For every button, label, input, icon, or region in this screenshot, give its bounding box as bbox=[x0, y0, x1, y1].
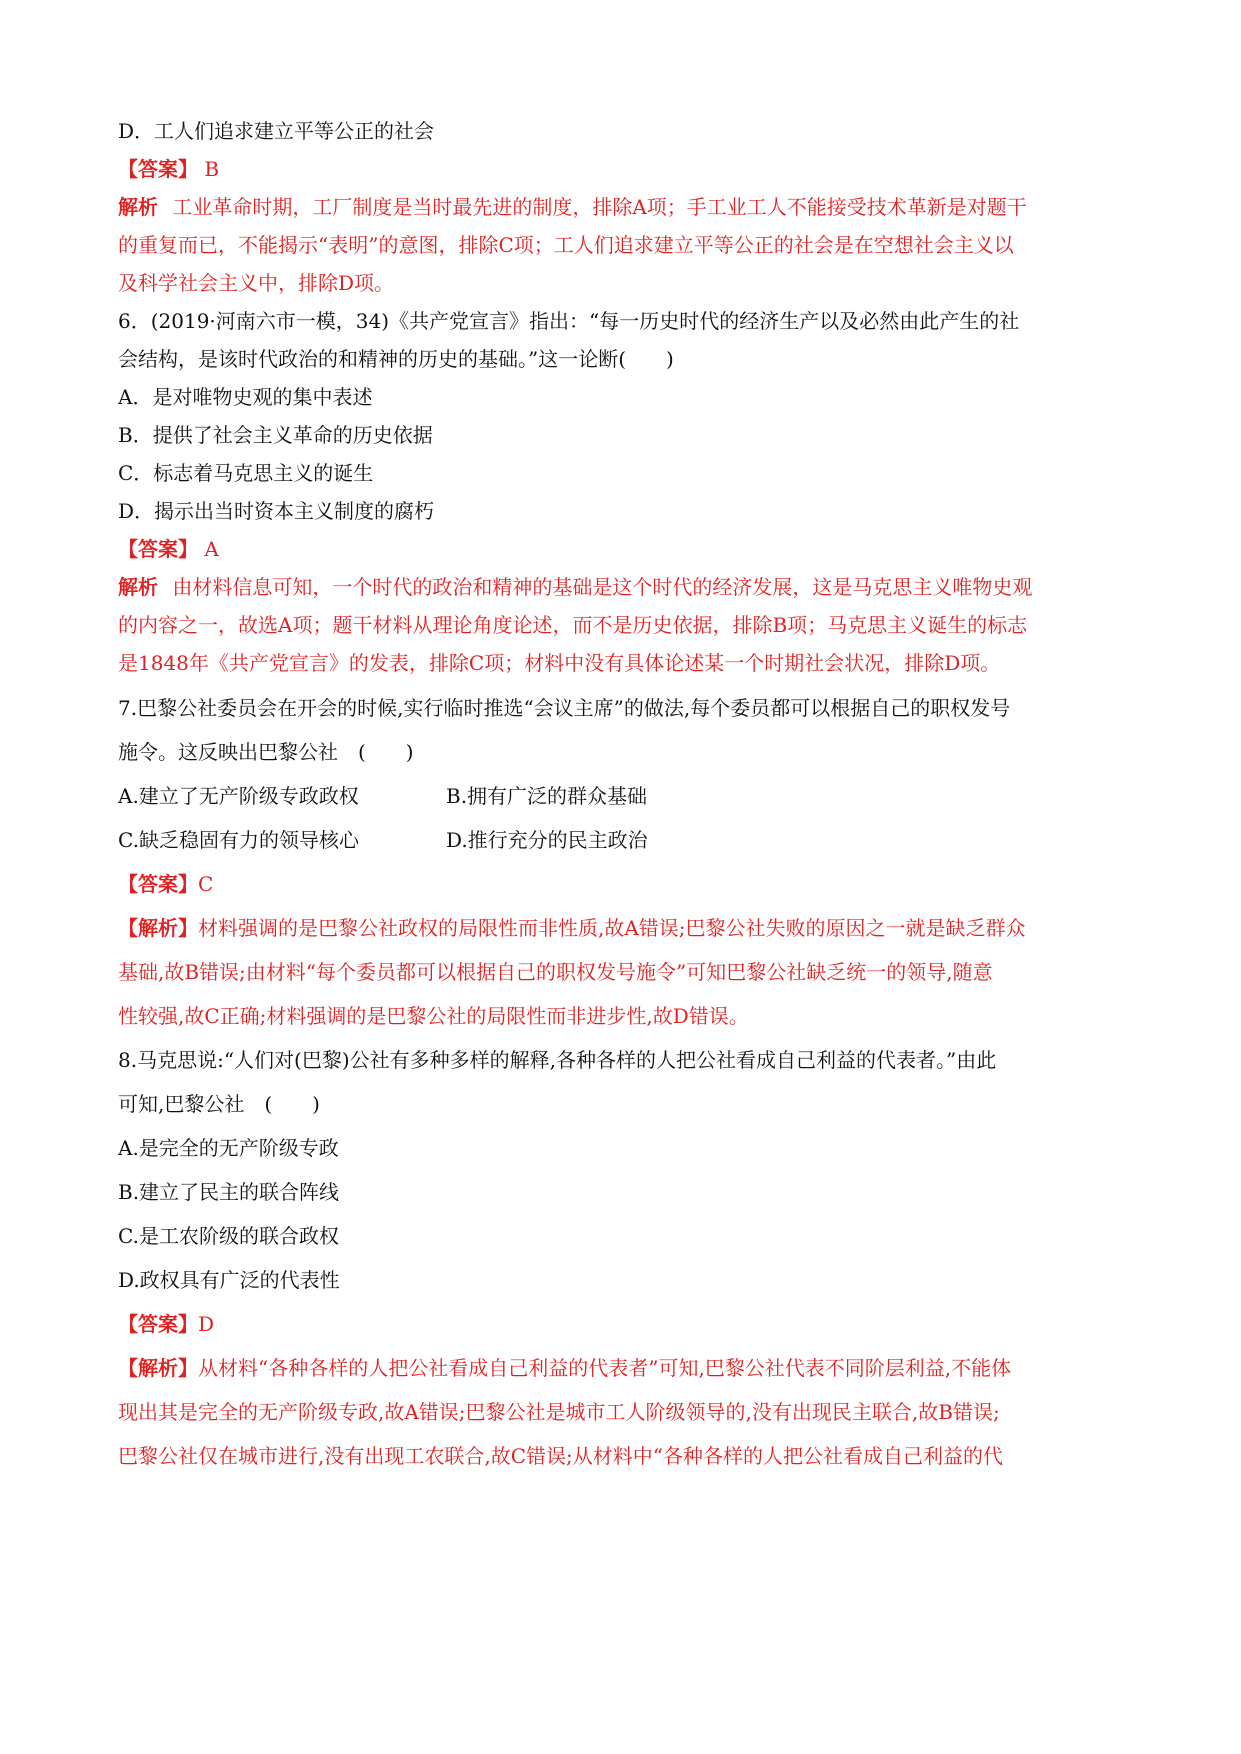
q7-answer bbox=[118, 870, 1123, 898]
q6-option-c: C．标志着马克思主义的诞生 bbox=[118, 461, 374, 485]
answer-value: D bbox=[198, 1312, 215, 1336]
analysis-label: 【解析】 bbox=[118, 1356, 198, 1380]
q7-option-c: C.缺乏稳固有力的领导核心 bbox=[118, 828, 359, 852]
answer-value: A bbox=[204, 537, 219, 561]
q8-option-a: A.是完全的无产阶级专政 bbox=[118, 1136, 339, 1160]
q5-analysis-line-3: 及科学社会主义中，排除D项。 bbox=[118, 271, 395, 295]
q7-stem-line-1: 7.巴黎公社委员会在开会的时候,实行临时推选“会议主席”的做法,每个委员都可以根据自己的职权发号 bbox=[118, 696, 1011, 720]
answer-label: 【答案】 bbox=[118, 157, 198, 181]
q7-stem-line-2: 施令。这反映出巴黎公社 ( ) bbox=[118, 740, 414, 764]
answer-value: C bbox=[198, 872, 214, 896]
q5-option-d: D．工人们追求建立平等公正的社会 bbox=[118, 119, 435, 143]
q7-option-b: B.拥有广泛的群众基础 bbox=[446, 784, 648, 808]
q6-option-d: D．揭示出当时资本主义制度的腐朽 bbox=[118, 499, 435, 523]
q6-analysis-line-2: 的内容之一，故选A项；题干材料从理论角度论述，而不是历史依据，排除B项；马克思主义诞生的标志 bbox=[118, 613, 1028, 637]
q8-analysis-line-1: 【解析】从材料“各种各样的人把公社看成自己利益的代表者”可知,巴黎公社代表不同阶层利益,不能体 bbox=[118, 1356, 1012, 1380]
answer-value: B bbox=[204, 157, 220, 181]
analysis-label: 解析 bbox=[118, 575, 158, 599]
q7-analysis-line-3: 性较强,故C正确;材料强调的是巴黎公社的局限性而非进步性,故D错误。 bbox=[118, 1004, 749, 1028]
q6-analysis-line-3: 是1848年《共产党宣言》的发表，排除C项；材料中没有具体论述某一个时期社会状况，排除D项。 bbox=[118, 651, 1001, 675]
analysis-label: 【解析】 bbox=[118, 916, 198, 940]
answer-label: 【答案】 bbox=[118, 537, 198, 561]
answer-label: 【答案】 bbox=[118, 872, 198, 896]
q6-analysis-line-1: 解析 由材料信息可知，一个时代的政治和精神的基础是这个时代的经济发展，这是马克思主义唯物史观 bbox=[118, 575, 1033, 599]
q7-option-d: D.推行充分的民主政治 bbox=[446, 828, 648, 852]
q8-analysis-line-3: 巴黎公社仅在城市进行,没有出现工农联合,故C错误;从材料中“各种各样的人把公社看成自己利益的代 bbox=[118, 1444, 1003, 1468]
q7-option-a: A.建立了无产阶级专政政权 bbox=[118, 784, 359, 808]
q8-answer bbox=[118, 1310, 1123, 1338]
q5-analysis-line-2: 的重复而已，不能揭示“表明”的意图，排除C项；工人们追求建立平等公正的社会是在空想社会主义以 bbox=[118, 233, 1014, 257]
q8-stem-line-1: 8.马克思说:“人们对(巴黎)公社有多种多样的解释,各种各样的人把公社看成自己利益的代表者。”由此 bbox=[118, 1048, 997, 1072]
q6-stem-line-1: 6．(2019·河南六市一模，34)《共产党宣言》指出：“每一历史时代的经济生产以及必然由此产生的社 bbox=[118, 309, 1020, 333]
q6-stem-line-2: 会结构，是该时代政治的和精神的历史的基础。”这一论断( ) bbox=[118, 347, 674, 371]
q5-answer bbox=[118, 155, 1123, 183]
q8-option-b: B.建立了民主的联合阵线 bbox=[118, 1180, 340, 1204]
q8-analysis-line-2: 现出其是完全的无产阶级专政,故A错误;巴黎公社是城市工人阶级领导的,没有出现民主联合,故B错误; bbox=[118, 1400, 1000, 1424]
q5-analysis-line-1: 解析 工业革命时期，工厂制度是当时最先进的制度，排除A项；手工业工人不能接受技术革新是对题干 bbox=[118, 195, 1027, 219]
q8-option-d: D.政权具有广泛的代表性 bbox=[118, 1268, 340, 1292]
q8-stem-line-2: 可知,巴黎公社 ( ) bbox=[118, 1092, 320, 1116]
q6-option-a: A．是对唯物史观的集中表述 bbox=[118, 385, 373, 409]
q7-analysis-line-2: 基础,故B错误;由材料“每个委员都可以根据自己的职权发号施令”可知巴黎公社缺乏统一的领导,随意 bbox=[118, 960, 993, 984]
answer-label: 【答案】 bbox=[118, 1312, 198, 1336]
q7-analysis-line-1: 【解析】材料强调的是巴黎公社政权的局限性而非性质,故A错误;巴黎公社失败的原因之一就是缺乏群众 bbox=[118, 916, 1026, 940]
analysis-label: 解析 bbox=[118, 195, 158, 219]
q6-answer bbox=[118, 535, 1123, 563]
q6-option-b: B．提供了社会主义革命的历史依据 bbox=[118, 423, 433, 447]
q8-option-c: C.是工农阶级的联合政权 bbox=[118, 1224, 339, 1248]
